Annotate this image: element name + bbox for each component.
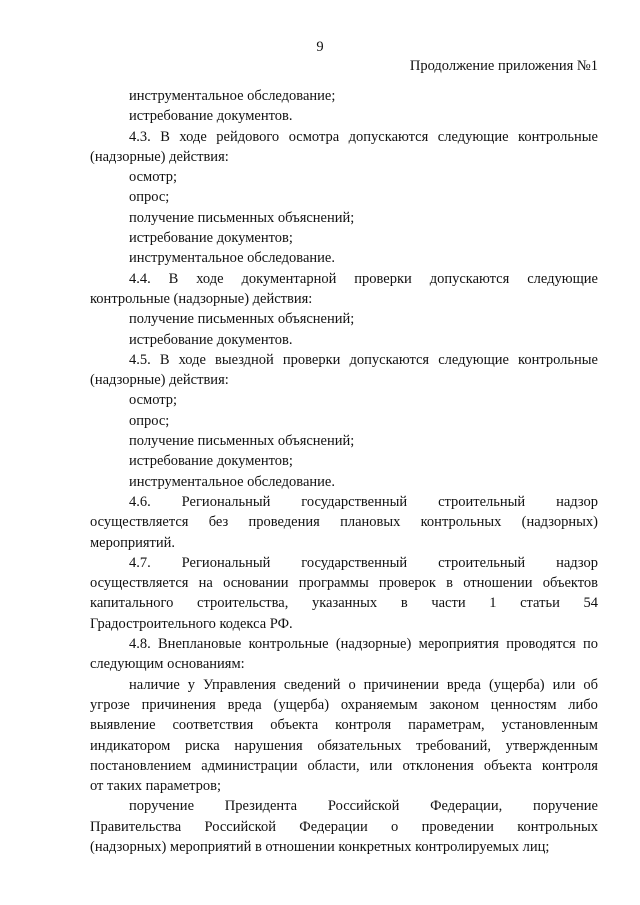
text-line: истребование документов. — [129, 108, 293, 125]
word: в — [446, 575, 453, 592]
text-line: от таких параметров; — [90, 778, 222, 795]
word: соответствия — [172, 717, 254, 734]
word: указанных — [311, 595, 378, 612]
text-line — [90, 817, 598, 837]
word: ходе — [179, 128, 207, 145]
word: В — [160, 128, 170, 145]
word: причинения — [141, 696, 216, 713]
word: законом — [429, 696, 480, 713]
word: риска — [185, 737, 220, 754]
word: Федерации, — [430, 798, 503, 815]
word: проводятся — [506, 636, 576, 653]
word: контрольные — [518, 128, 598, 145]
word: объекта — [270, 717, 319, 734]
word: допускаются — [349, 351, 430, 368]
word: без — [208, 514, 229, 531]
word: наличие — [129, 676, 180, 693]
text-line: следующим основаниям: — [90, 656, 245, 673]
word: угрозе — [90, 696, 130, 713]
word: строительства, — [197, 595, 289, 612]
word: Федерации — [299, 818, 368, 835]
word: Региональный — [181, 554, 271, 571]
word: надзор — [556, 493, 598, 510]
word: у — [187, 676, 196, 693]
word: допускаются — [429, 270, 510, 287]
word: утвержденным — [505, 737, 598, 754]
word: индикатором — [90, 737, 171, 754]
word: проверок — [378, 575, 436, 592]
word: документарной — [241, 270, 337, 287]
word: Внеплановые — [158, 636, 242, 653]
word: Региональный — [181, 493, 271, 510]
word: 4.5. — [129, 351, 151, 368]
word: надзор — [556, 554, 598, 571]
word: по — [582, 636, 598, 653]
word: либо — [568, 696, 598, 713]
text-line: осмотр; — [129, 169, 178, 186]
text-line — [90, 796, 598, 816]
text-line — [90, 715, 598, 735]
text-line: осмотр; — [129, 392, 178, 409]
word: ходе — [196, 270, 224, 287]
word: мероприятия — [418, 636, 499, 653]
word: 4.6. — [129, 493, 151, 510]
word: поручение — [129, 798, 195, 815]
text-line — [90, 675, 598, 695]
text-line — [90, 573, 598, 593]
word: В — [159, 351, 170, 368]
word: параметрам, — [408, 717, 485, 734]
word: объекта — [483, 757, 532, 774]
word: 4.4. — [129, 270, 151, 287]
word: поручение — [532, 798, 598, 815]
word: капитального — [90, 595, 174, 612]
word: или — [552, 676, 576, 693]
text-line: получение письменных объяснений; — [129, 209, 355, 226]
word: выявление — [90, 717, 156, 734]
text-line: (надзорные) действия: — [90, 372, 229, 389]
running-header: Продолжение приложения №1 — [409, 58, 598, 74]
word: на — [198, 575, 213, 592]
text-line: опрос; — [129, 412, 170, 429]
word: нарушения — [234, 737, 303, 754]
word: требований, — [416, 737, 491, 754]
word: рейдового — [216, 128, 280, 145]
word: администрации — [201, 757, 298, 774]
word: следующие — [527, 270, 598, 287]
text-line: инструментальное обследование; — [129, 88, 336, 104]
word: программы — [298, 575, 369, 592]
word: 1 — [489, 595, 497, 612]
word: осмотра — [288, 128, 340, 145]
word: Правительства — [90, 818, 182, 835]
word: контроля — [335, 717, 392, 734]
word: Российской — [204, 818, 276, 835]
word: строительный — [438, 554, 526, 571]
word: (ущерба) — [489, 676, 545, 693]
text-line: опрос; — [129, 189, 170, 206]
word: о — [391, 818, 399, 835]
text-line: истребование документов; — [129, 453, 293, 470]
text-line — [90, 593, 598, 613]
word: части — [431, 595, 466, 612]
word: проверки — [282, 351, 341, 368]
word: вреда — [227, 696, 262, 713]
text-line — [90, 350, 598, 370]
word: (надзорные) — [335, 636, 412, 653]
word: (надзорных) — [521, 514, 598, 531]
text-line: (надзорные) действия: — [90, 148, 229, 165]
word: осуществляется — [90, 514, 189, 531]
word: 4.3. — [129, 128, 151, 145]
text-line — [90, 634, 598, 654]
word: контрольных — [420, 514, 502, 531]
page-number: 9 — [316, 39, 324, 55]
word: о — [348, 676, 356, 693]
word: В — [168, 270, 179, 287]
word: охраняемым — [340, 696, 418, 713]
word: ходе — [178, 351, 206, 368]
text-line: мероприятий. — [90, 534, 176, 551]
text-line: контрольные (надзорные) действия: — [90, 290, 313, 307]
text-line — [90, 127, 598, 147]
word: следующие — [438, 351, 509, 368]
word: статьи — [520, 595, 560, 612]
word: проведении — [421, 818, 494, 835]
text-line — [90, 512, 598, 532]
word: Российской — [327, 798, 400, 815]
word: (ущерба) — [273, 696, 330, 713]
word: отклонения — [402, 757, 474, 774]
word: 4.7. — [129, 554, 151, 571]
text-line — [90, 492, 598, 512]
text-line: получение письменных объяснений; — [129, 433, 355, 450]
word: государственный — [301, 493, 408, 510]
word: вреда — [446, 676, 482, 693]
word: 54 — [583, 595, 598, 612]
text-line — [90, 736, 598, 756]
text-line — [90, 553, 598, 573]
body-text — [90, 86, 598, 857]
text-line — [90, 695, 598, 715]
word: проверки — [354, 270, 412, 287]
word: ценностям — [490, 696, 557, 713]
word: контрольные — [248, 636, 329, 653]
word: обязательных — [317, 737, 402, 754]
word: в — [400, 595, 408, 612]
word: отношении — [463, 575, 533, 592]
text-line: Градостроительного кодекса РФ. — [90, 615, 293, 632]
word: основании — [223, 575, 289, 592]
word: постановлением — [90, 757, 192, 774]
word: объектов — [542, 575, 598, 592]
word: или — [369, 757, 393, 774]
text-line — [90, 269, 598, 289]
text-line: (надзорных) мероприятий в отношении конкретных контролируемых лиц; — [90, 838, 550, 855]
text-line: получение письменных объяснений; — [129, 311, 355, 328]
word: установленным — [501, 717, 598, 734]
word: осуществляется — [90, 575, 189, 592]
text-line: инструментальное обследование. — [129, 250, 335, 267]
word: контрольных — [517, 818, 598, 835]
word: об — [583, 676, 598, 693]
word: допускаются — [348, 128, 429, 145]
word: Управления — [203, 676, 276, 693]
word: плановых — [340, 514, 401, 531]
text-line: истребование документов; — [129, 230, 293, 247]
word: контроля — [541, 757, 598, 774]
text-line — [90, 756, 598, 776]
word: следующие — [437, 128, 509, 145]
word: строительный — [438, 493, 526, 510]
word: Президента — [224, 798, 298, 815]
word: 4.8. — [129, 636, 151, 653]
text-line: истребование документов. — [129, 331, 293, 348]
word: государственный — [301, 554, 408, 571]
word: области, — [307, 757, 360, 774]
text-line: инструментальное обследование. — [129, 473, 335, 490]
word: контрольные — [518, 351, 598, 368]
word: выездной — [215, 351, 274, 368]
word: проведения — [248, 514, 320, 531]
word: сведений — [283, 676, 341, 693]
word: причинении — [363, 676, 439, 693]
